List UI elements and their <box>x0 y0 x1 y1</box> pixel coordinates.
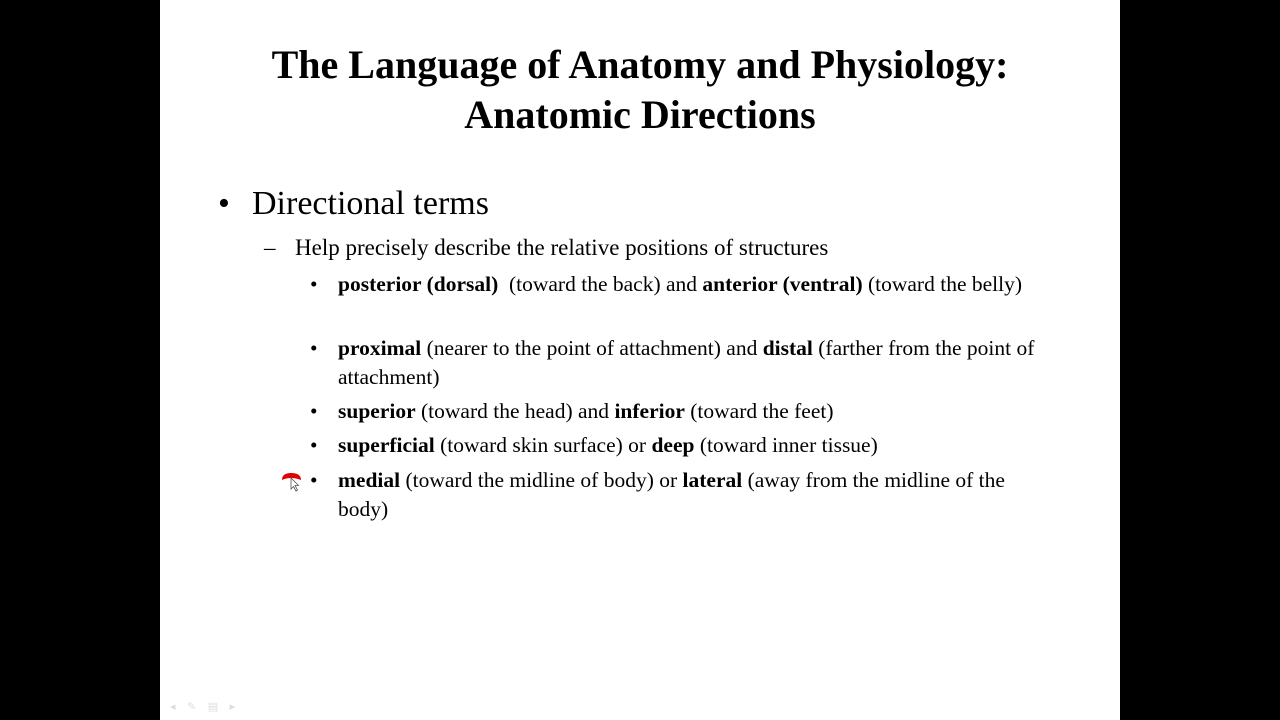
term-description: (toward the back) and <box>498 272 703 296</box>
term-description: (toward inner tissue) <box>694 433 878 457</box>
bullet-mark: • <box>310 272 318 296</box>
list-item-posterior-anterior <box>310 270 1050 299</box>
slideshow-controls-icon[interactable]: ◂ ✎ ▤ ▸ <box>170 700 240 713</box>
slide-title-line-2: Anatomic Directions <box>464 92 816 137</box>
term-description: (toward the head) and <box>415 399 615 423</box>
slide-title-line-1: The Language of Anatomy and Physiology: <box>271 42 1009 87</box>
laser-pointer-icon <box>280 470 306 492</box>
term-superior: superior <box>338 399 416 423</box>
term-superficial: superficial <box>338 433 435 457</box>
bullet-mark: • <box>310 433 318 457</box>
term-description: (away from the midline of the body) <box>338 468 1011 521</box>
list-item-proximal-distal <box>310 334 1050 392</box>
list-item-superficial-deep <box>310 431 1050 460</box>
bullet-directional-terms <box>218 183 489 225</box>
term-anterior: anterior (ventral) <box>702 272 863 296</box>
bullet-mark: • <box>310 468 318 492</box>
bullet-text: Directional terms <box>252 185 489 222</box>
bullet-mark: • <box>310 336 318 360</box>
term-description: (toward the belly) <box>862 272 1023 296</box>
term-posterior: posterior (dorsal) <box>338 272 499 296</box>
bullet-mark: • <box>218 185 230 222</box>
list-item-superior-inferior <box>310 397 1050 426</box>
sub-bullet-text: Help precisely describe the relative positions of structures <box>295 235 829 260</box>
term-description: (farther from the point of attachment) <box>338 336 1040 389</box>
term-description: (toward the feet) <box>684 399 834 423</box>
term-distal: distal <box>762 336 813 360</box>
sub-bullet-help <box>264 233 828 263</box>
term-inferior: inferior <box>614 399 685 423</box>
slide-title <box>160 40 1120 140</box>
term-proximal: proximal <box>338 336 422 360</box>
term-lateral: lateral <box>682 468 743 492</box>
term-deep: deep <box>651 433 695 457</box>
term-medial: medial <box>338 468 401 492</box>
bullet-mark: • <box>310 399 318 423</box>
dash-mark: – <box>264 235 276 260</box>
list-item-medial-lateral <box>310 466 1050 524</box>
term-description: (nearer to the point of attachment) and <box>421 336 763 360</box>
slide <box>160 0 1120 720</box>
term-description: (toward skin surface) or <box>434 433 652 457</box>
term-description: (toward the midline of body) or <box>400 468 683 492</box>
